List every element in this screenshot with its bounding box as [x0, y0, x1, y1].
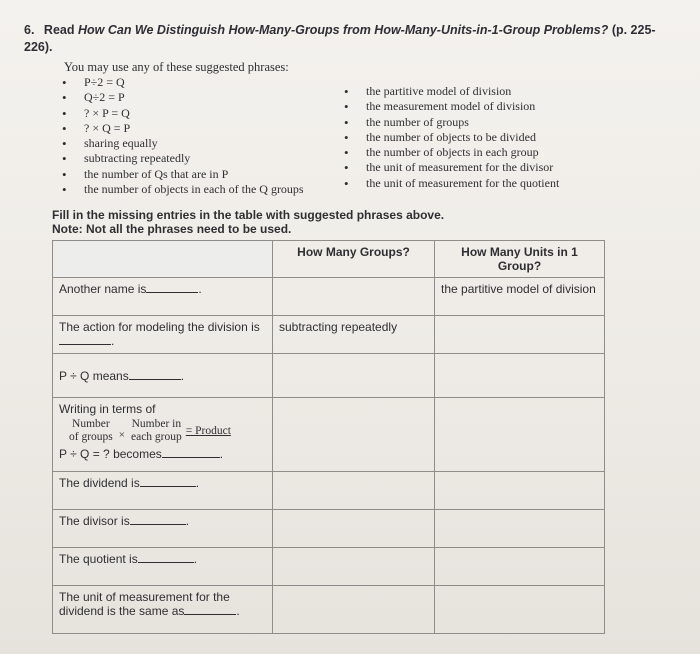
table-row: [53, 472, 605, 510]
blank-line: [146, 292, 198, 293]
table-row: [53, 278, 605, 316]
blank-line: [130, 524, 186, 525]
becomes-line: P ÷ Q = ? becomes .: [59, 447, 224, 461]
phrase-item: • the number of groups: [344, 115, 559, 130]
phrase-item: • the unit of measurement for the divisor: [344, 160, 559, 175]
answer-cell-groups[interactable]: [273, 278, 435, 316]
instructions: [52, 208, 444, 236]
answer-cell-groups[interactable]: [273, 472, 435, 510]
division-models-table: [52, 240, 605, 634]
phrase-item: • the number of objects in each of the Q groups: [62, 182, 304, 197]
phrase-list-left: [62, 75, 304, 197]
phrase-item: • sharing equally: [62, 136, 304, 151]
row-label: Writing in terms of Number of groups × Number in each group = Product P ÷ Q = ? becomes .: [53, 398, 273, 472]
header-how-many-units: How Many Units in 1 Group?: [435, 241, 605, 278]
row-label: Another name is .: [53, 278, 273, 316]
answer-cell-units[interactable]: [435, 316, 605, 354]
phrase-item: • subtracting repeatedly: [62, 151, 304, 166]
phrases-intro: You may use any of these suggested phrases:: [64, 60, 289, 74]
blank-line: [138, 562, 194, 563]
table-row: [53, 510, 605, 548]
answer-cell-units[interactable]: [435, 398, 605, 472]
row-label: The divisor is .: [53, 510, 273, 548]
times-symbol: ×: [118, 428, 125, 441]
row-label: The unit of measurement for the dividend is the same as .: [53, 586, 273, 634]
phrase-item: • the number of Qs that are in P: [62, 167, 304, 182]
formula-product: = Product: [185, 424, 231, 437]
row-label: The action for modeling the division is.: [53, 316, 273, 354]
page-reference: (p. 225-226).: [24, 23, 656, 54]
question-number: 6.: [24, 23, 35, 37]
blank-line: [140, 486, 196, 487]
answer-cell-groups[interactable]: [273, 548, 435, 586]
phrase-item: • ? × P = Q: [62, 106, 304, 121]
formula-number-in-group: Number in each group: [130, 418, 182, 443]
answer-cell-groups[interactable]: [273, 510, 435, 548]
question-heading: [24, 22, 664, 56]
table-row: [53, 398, 605, 472]
formula-number-of-groups: Number of groups: [69, 418, 113, 443]
answer-cell-units[interactable]: [435, 586, 605, 634]
instructions-note: Note: Not all the phrases need to be used.: [52, 222, 292, 236]
header-how-many-groups: How Many Groups?: [273, 241, 435, 278]
phrase-item: • the partitive model of division: [344, 84, 559, 99]
answer-cell-units[interactable]: [435, 548, 605, 586]
table-row: [53, 586, 605, 634]
instructions-line: Fill in the missing entries in the table with suggested phrases above.: [52, 208, 445, 222]
phrase-item: • Q÷2 = P: [62, 90, 304, 105]
product-formula: [69, 418, 266, 444]
row-label: The dividend is .: [53, 472, 273, 510]
table-header-row: [53, 241, 605, 278]
answer-cell-units[interactable]: the partitive model of division: [435, 278, 605, 316]
phrase-item: • the measurement model of division: [344, 99, 559, 114]
read-prefix: Read: [43, 23, 75, 37]
reading-title: How Can We Distinguish How-Many-Groups from How-Many-Units-in-1-Group Problems?: [77, 23, 609, 37]
row-label: The quotient is .: [53, 548, 273, 586]
answer-cell-units[interactable]: [435, 510, 605, 548]
header-blank: [53, 241, 273, 278]
blank-line: [184, 614, 236, 615]
phrase-item: • the number of objects to be divided: [344, 130, 559, 145]
answer-cell-groups[interactable]: subtracting repeatedly: [273, 316, 435, 354]
row-label: P ÷ Q means .: [53, 354, 273, 398]
blank-line: [129, 379, 181, 380]
phrase-item: • P÷2 = Q: [62, 75, 304, 90]
blank-line: [59, 344, 111, 345]
answer-cell-units[interactable]: [435, 472, 605, 510]
answer-cell-units[interactable]: [435, 354, 605, 398]
phrase-list-right: [344, 84, 559, 191]
phrase-item: • the unit of measurement for the quotient: [344, 176, 559, 191]
table-row: [53, 548, 605, 586]
table-row: [53, 316, 605, 354]
blank-line: [162, 457, 220, 458]
table-row: [53, 354, 605, 398]
phrase-item: • the number of objects in each group: [344, 145, 559, 160]
answer-cell-groups[interactable]: [273, 398, 435, 472]
answer-cell-groups[interactable]: [273, 586, 435, 634]
phrase-item: • ? × Q = P: [62, 121, 304, 136]
answer-cell-groups[interactable]: [273, 354, 435, 398]
